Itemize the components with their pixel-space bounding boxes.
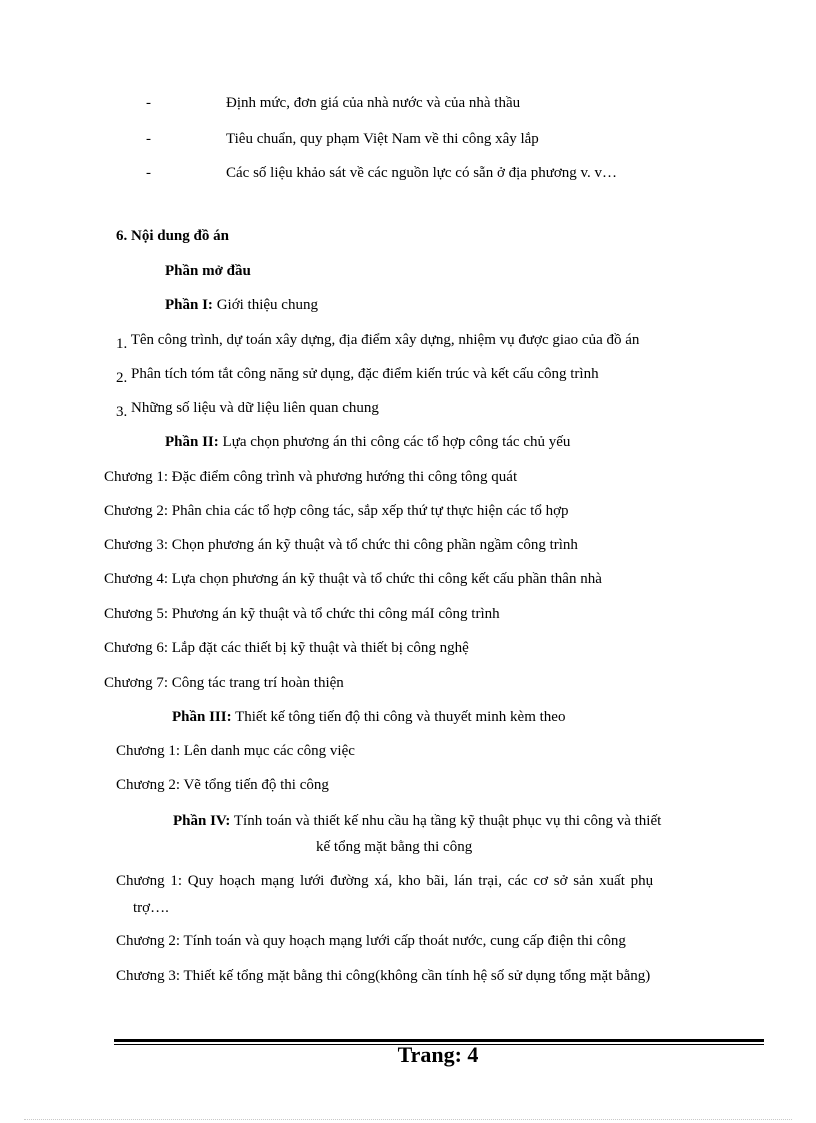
section-heading: 6. Nội dung đồ án [116, 228, 229, 244]
part1-heading [165, 295, 318, 315]
item-number: 3. [116, 404, 128, 420]
page-edge-divider [24, 1119, 792, 1120]
item-text: Những số liệu và dữ liệu liên quan chung [131, 400, 379, 416]
chapter-item: Chương 2: Vẽ tổng tiến độ thi công [116, 777, 329, 793]
chapter-item: Chương 1: Lên danh mục các công việc [116, 743, 355, 759]
bullet-marker: - [146, 131, 151, 147]
part-label: Phần I: [165, 297, 213, 313]
chapter-item: Chương 2: Tính toán và quy hoạch mạng lưới cấp thoát nước, cung cấp điện thi công [116, 933, 626, 949]
part4-heading-line [173, 811, 661, 831]
chapter-item: Chương 2: Phân chia các tổ hợp công tác, sắp xếp thứ tự thực hiện các tổ hợp [104, 503, 569, 519]
part3-heading [172, 707, 565, 727]
part-title: Lựa chọn phương án thi công các tổ hợp công tác chủ yếu [222, 434, 571, 450]
chapter-item-continuation: trợ…. [133, 900, 169, 916]
part-title: Thiết kế tông tiến độ thi công và thuyết minh kèm theo [235, 709, 566, 725]
part-title: Tính toán và thiết kế nhu cầu hạ tầng kỹ thuật phục vụ thi công và thiết [233, 813, 662, 829]
chapter-item: Chương 7: Công tác trang trí hoàn thiện [104, 675, 344, 691]
part-title: Giới thiệu chung [216, 297, 318, 313]
chapter-item: Chương 6: Lắp đặt các thiết bị kỹ thuật và thiết bị công nghệ [104, 640, 469, 656]
part-label: Phần II: [165, 434, 219, 450]
part-label: Phần IV: [173, 813, 231, 829]
item-number: 2. [116, 370, 128, 386]
chapter-item: Chương 5: Phương án kỹ thuật và tổ chức thi công máI công trình [104, 606, 500, 622]
page-number: Trang: 4 [397, 1042, 479, 1067]
chapter-item: Chương 4: Lựa chọn phương án kỹ thuật và tổ chức thi công kết cấu phần thân nhà [104, 571, 602, 587]
bullet-text: Định mức, đơn giá của nhà nước và của nhà thầu [226, 95, 521, 111]
numbered-item [116, 330, 639, 350]
chapter-item: Chương 1: Quy hoạch mạng lưới đường xá, kho bãi, lán trại, các cơ sở sản xuất phụ [116, 873, 654, 889]
numbered-item [116, 364, 599, 384]
item-text: Tên công trình, dự toán xây dựng, địa điểm xây dựng, nhiệm vụ được giao của đồ án [130, 332, 640, 348]
chapter-item: Chương 3: Chọn phương án kỹ thuật và tổ chức thi công phần ngầm công trình [104, 537, 578, 553]
bullet-text: Các số liệu khảo sát về các nguồn lực có sẵn ở địa phương v. v… [226, 165, 618, 181]
item-number: 1. [116, 336, 128, 352]
bullet-text: Tiêu chuẩn, quy phạm Việt Nam về thi công xây lắp [226, 131, 539, 147]
part-label: Phần III: [172, 709, 232, 725]
chapter-item: Chương 3: Thiết kế tổng mặt bằng thi công(không cần tính hệ số sử dụng tổng mặt bằng) [116, 968, 651, 984]
numbered-item [116, 398, 379, 418]
intro-heading: Phần mở đầu [165, 263, 251, 279]
item-text: Phân tích tóm tắt công năng sử dụng, đặc điểm kiến trúc và kết cấu công trình [131, 366, 599, 382]
bullet-marker: - [146, 165, 151, 181]
part2-heading [165, 432, 570, 452]
part-title-continuation: kế tổng mặt bằng thi công [316, 839, 473, 855]
chapter-item: Chương 1: Đặc điểm công trình và phương hướng thi công tông quát [104, 469, 518, 485]
bullet-marker: - [146, 95, 151, 111]
